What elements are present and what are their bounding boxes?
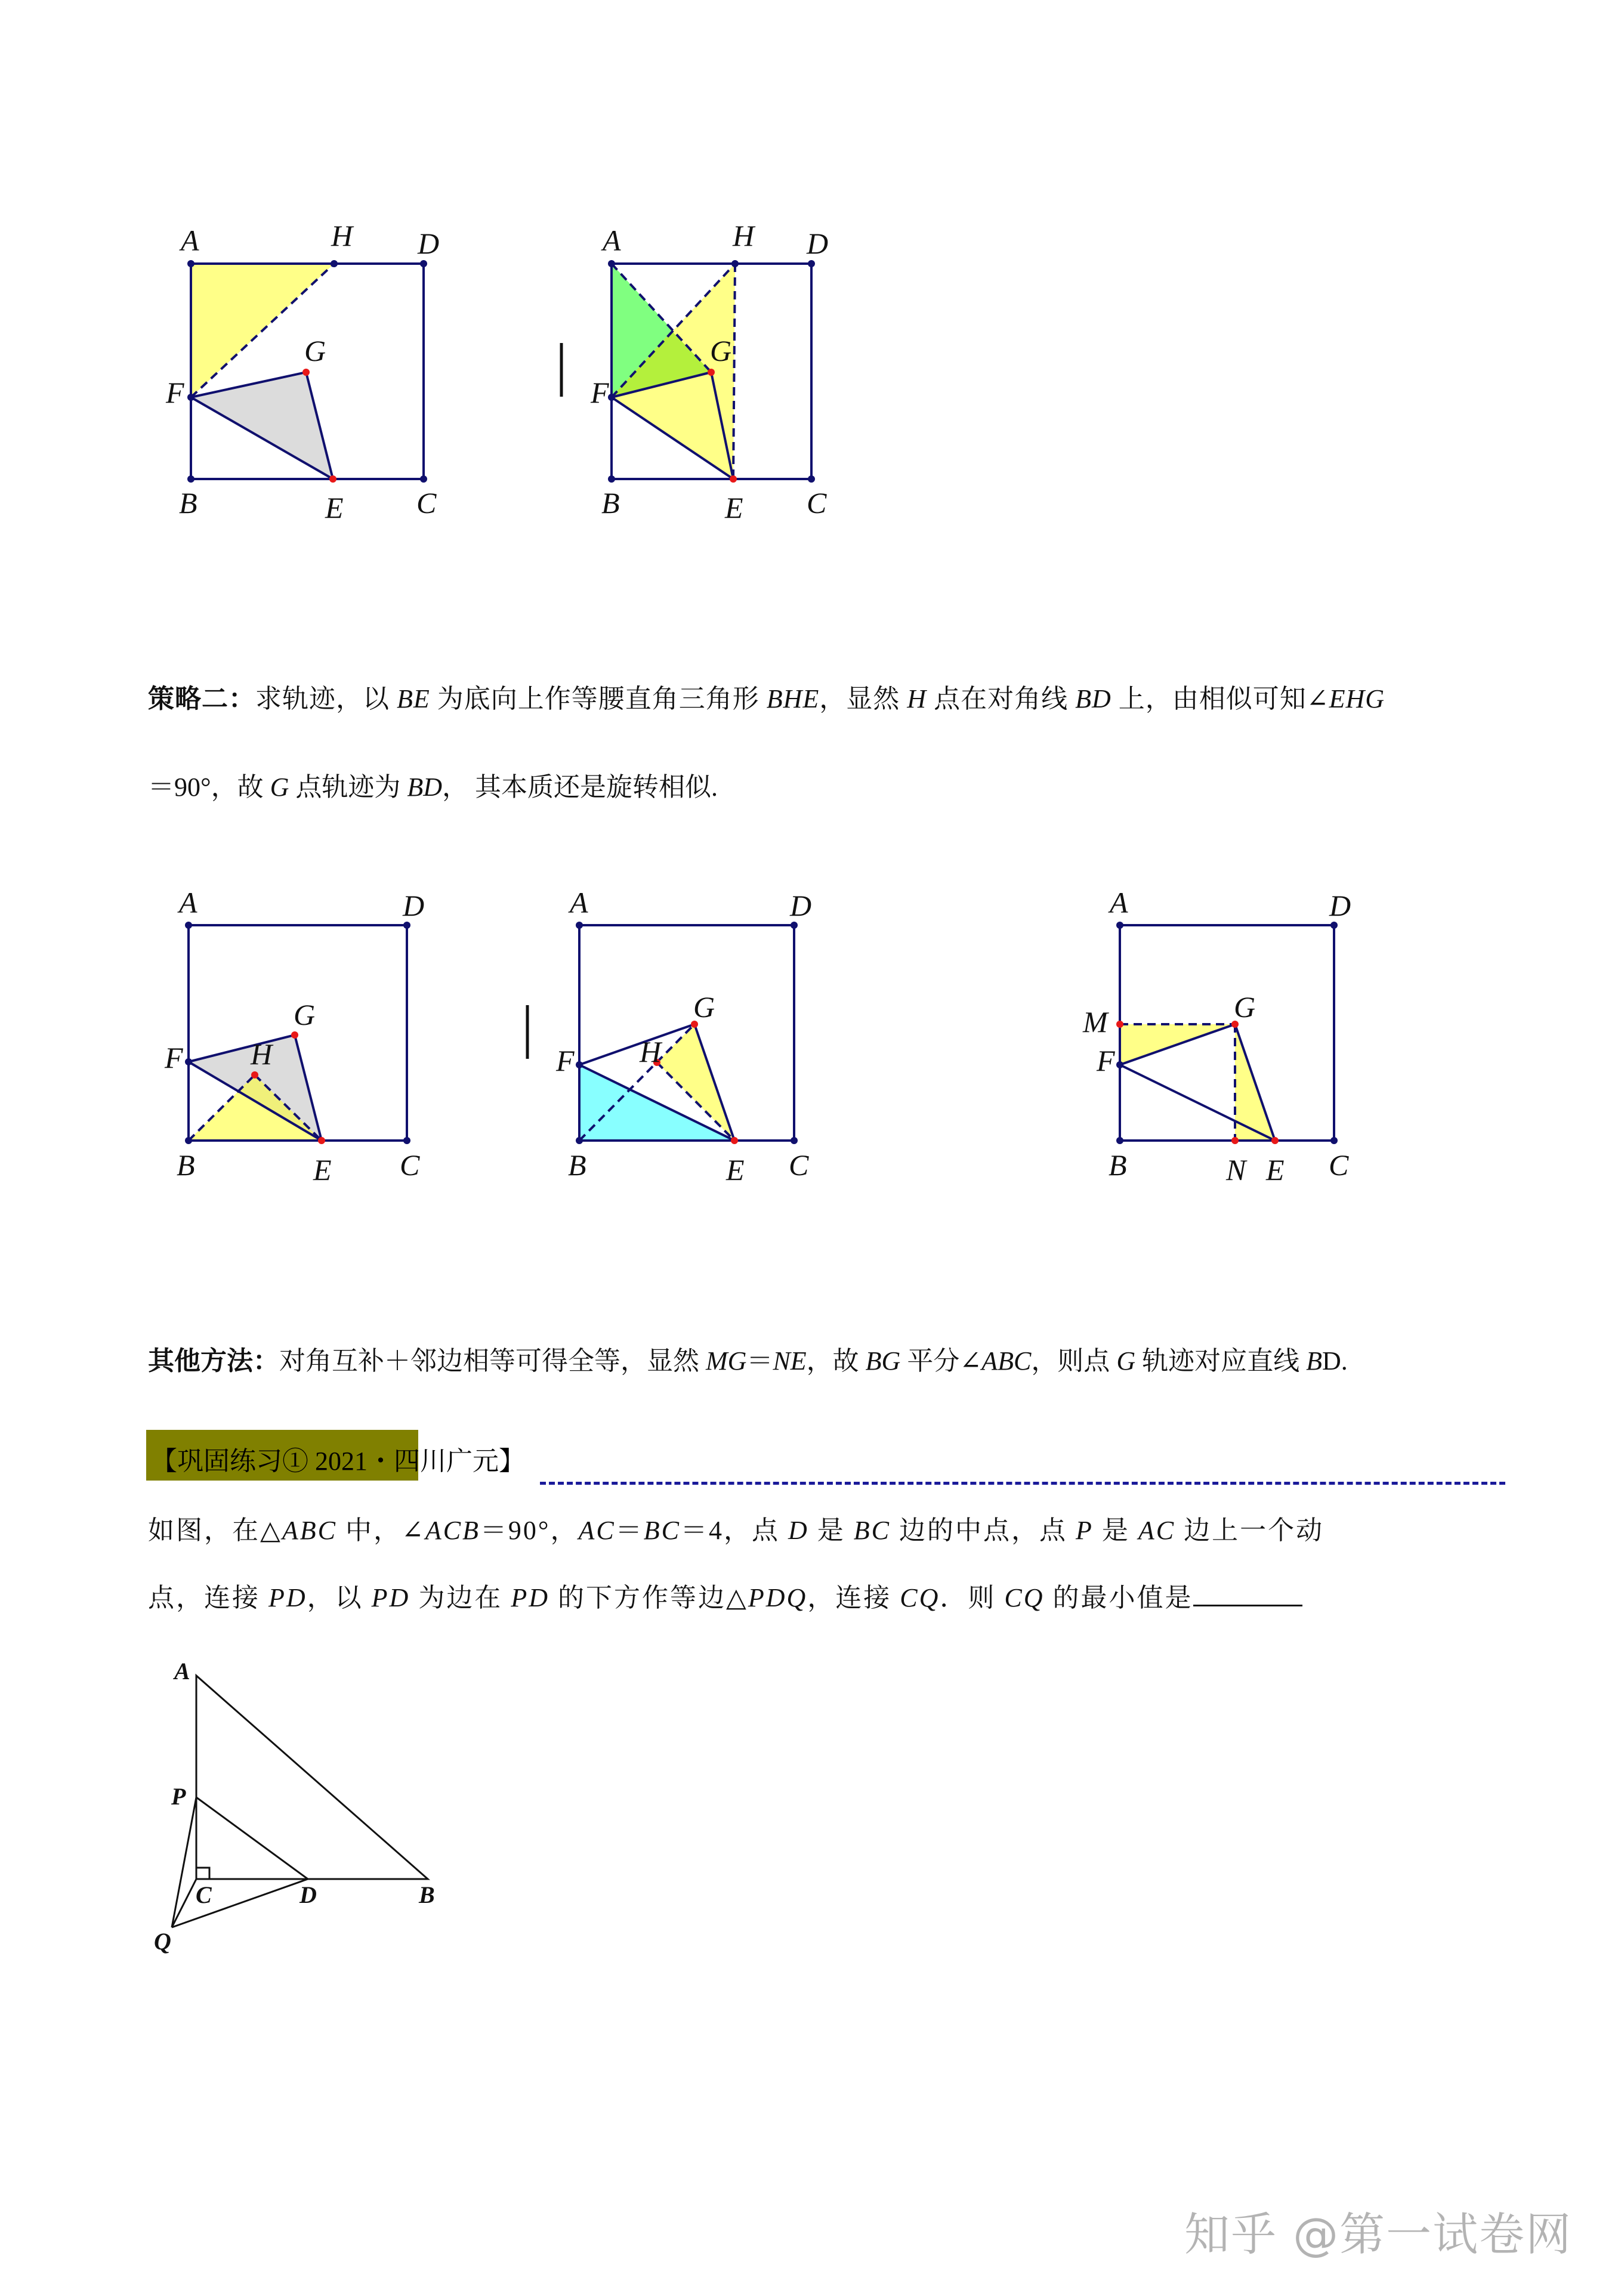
math: ABC: [981, 1346, 1032, 1376]
text: 中，∠: [336, 1516, 425, 1545]
math: NE: [773, 1346, 807, 1376]
text: 为边在: [410, 1583, 511, 1612]
text: ，显然: [819, 684, 907, 713]
math: MG: [706, 1346, 747, 1376]
text: ＝90°，故: [148, 772, 270, 802]
math: EHG: [1329, 684, 1385, 713]
watermark: 知乎 @第一试卷网: [1184, 2208, 1573, 2261]
label-A: A: [179, 886, 197, 919]
label-C: C: [196, 1881, 212, 1908]
label-E: E: [313, 1153, 332, 1186]
math: PDQ: [748, 1583, 808, 1612]
math: G: [270, 772, 289, 802]
label-B: B: [419, 1881, 435, 1908]
label-C: C: [789, 1148, 809, 1182]
text: 边的中点，点: [891, 1516, 1076, 1545]
math: PD: [268, 1583, 307, 1612]
label-F: F: [1097, 1044, 1115, 1077]
text: 是: [1093, 1516, 1138, 1545]
math: D: [788, 1516, 809, 1545]
label-H: H: [640, 1035, 662, 1068]
label-C: C: [807, 486, 827, 520]
label-A: A: [603, 224, 621, 257]
exercise-banner-text: 【巩固练习① 2021・四川广元】: [151, 1447, 525, 1476]
math: BD: [407, 772, 443, 802]
label-C: C: [416, 486, 437, 520]
label-A: A: [570, 886, 588, 919]
segment-PQ: [172, 1797, 196, 1927]
label-E: E: [726, 1153, 745, 1186]
text: 对角互补＋邻边相等可得全等，显然: [279, 1346, 706, 1376]
label-G: G: [693, 990, 715, 1024]
math: H: [907, 684, 927, 713]
math: G: [1116, 1346, 1136, 1376]
text: 上，由相似可知∠: [1111, 684, 1329, 713]
label-D: D: [790, 889, 812, 922]
math: AC: [1138, 1516, 1176, 1545]
text: ，以: [307, 1583, 372, 1612]
other-method-title: 其他方法：: [148, 1346, 279, 1376]
text: 轨迹对应直线: [1135, 1346, 1307, 1376]
label-B: B: [179, 486, 197, 520]
math: CQ: [900, 1583, 940, 1612]
label-A: A: [181, 224, 199, 257]
text: 如图，在△: [148, 1516, 282, 1545]
text: ＝: [746, 1346, 773, 1376]
label-E: E: [325, 491, 344, 524]
label-F: F: [166, 376, 184, 409]
label-H: H: [251, 1037, 273, 1071]
label-A: A: [174, 1658, 190, 1685]
segment-PD: [196, 1797, 308, 1879]
text: ＝: [615, 1516, 644, 1545]
text: 平分∠: [900, 1346, 982, 1376]
label-B: B: [568, 1148, 586, 1182]
label-G: G: [304, 334, 326, 367]
text: D.: [1322, 1346, 1348, 1376]
math: PD: [371, 1583, 410, 1612]
label-A: A: [1110, 886, 1128, 919]
label-D: D: [807, 227, 829, 260]
math: ACB: [425, 1516, 480, 1545]
label-F: F: [591, 376, 609, 409]
math: BD: [1075, 684, 1112, 713]
label-H: H: [331, 219, 353, 252]
math: PD: [511, 1583, 549, 1612]
math: CQ: [1004, 1583, 1045, 1612]
label-E: E: [1266, 1153, 1285, 1186]
math: BHE: [766, 684, 820, 713]
math: AC: [578, 1516, 616, 1545]
math: B: [1306, 1346, 1322, 1376]
math: P: [1076, 1516, 1094, 1545]
label-H: H: [733, 219, 755, 252]
text: ＝90°，: [480, 1516, 579, 1545]
label-D: D: [403, 889, 425, 922]
label-Q: Q: [154, 1928, 171, 1955]
text: 点，连接: [148, 1583, 268, 1612]
strategy2-title: 策略二：: [148, 684, 255, 714]
label-C: C: [400, 1148, 420, 1182]
text: 的最小值是: [1044, 1583, 1193, 1612]
text: 点在对角线: [927, 684, 1076, 713]
label-M: M: [1083, 1005, 1108, 1039]
label-G: G: [710, 334, 732, 367]
label-D: D: [1329, 889, 1351, 922]
text: ， 其本质还是旋转相似.: [442, 772, 718, 802]
text: ，故: [806, 1346, 866, 1376]
text: ，则点: [1031, 1346, 1117, 1376]
text: 为底向上作等腰直角三角形: [430, 684, 767, 713]
label-P: P: [171, 1783, 186, 1810]
label-B: B: [177, 1148, 195, 1182]
label-G: G: [294, 998, 316, 1031]
triangle-ABC: [196, 1676, 428, 1879]
label-F: F: [556, 1044, 575, 1077]
text: ．则: [940, 1583, 1005, 1612]
label-D: D: [418, 227, 440, 260]
label-D: D: [300, 1881, 317, 1908]
right-angle-mark: [196, 1868, 209, 1879]
label-C: C: [1329, 1148, 1349, 1182]
text: ，连接: [807, 1583, 900, 1612]
text: 边上一个动: [1175, 1516, 1324, 1545]
text: 点轨迹为: [289, 772, 407, 802]
label-B: B: [601, 486, 620, 520]
math: BG: [865, 1346, 901, 1376]
math: BE: [397, 684, 430, 713]
math: BC: [853, 1516, 891, 1545]
label-F: F: [165, 1041, 183, 1074]
math: ABC: [282, 1516, 337, 1545]
text: 是: [808, 1516, 854, 1545]
text: 求轨迹，以: [255, 684, 397, 713]
label-B: B: [1109, 1148, 1127, 1182]
label-N: N: [1226, 1153, 1246, 1186]
text: ＝4，点: [681, 1516, 789, 1545]
text: 的下方作等边△: [549, 1583, 748, 1612]
label-G: G: [1234, 990, 1256, 1024]
label-E: E: [725, 491, 743, 524]
math: BC: [643, 1516, 681, 1545]
